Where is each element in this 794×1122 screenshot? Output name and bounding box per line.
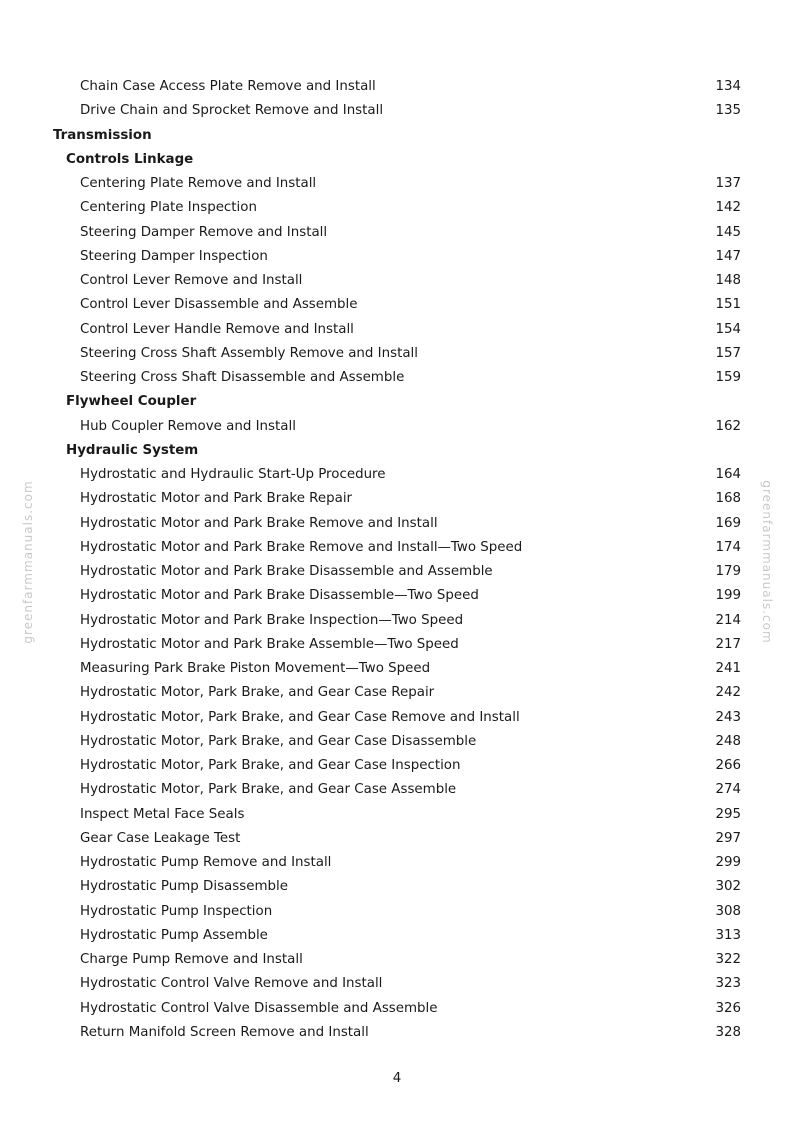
- toc-entry-title: Hydrostatic Control Valve Remove and Install: [80, 976, 383, 992]
- toc-entry-page: 174: [715, 539, 741, 555]
- toc-entry-title: Hydrostatic Motor and Park Brake Assemble—Two Speed: [80, 636, 459, 652]
- toc-entry-page: 297: [715, 830, 741, 846]
- toc-entry[interactable]: [0, 584, 794, 608]
- toc-entry[interactable]: [0, 851, 794, 875]
- toc-entry[interactable]: [0, 342, 794, 366]
- toc-entry-title: Hydrostatic Motor, Park Brake, and Gear Case Repair: [80, 685, 435, 701]
- toc-entry-page: 299: [715, 855, 741, 870]
- toc-entry[interactable]: [0, 754, 794, 778]
- toc-entry-page: 328: [715, 1024, 741, 1040]
- toc-entry[interactable]: [0, 415, 794, 439]
- toc-entry[interactable]: [0, 560, 794, 584]
- toc-entry-title: Steering Cross Shaft Assembly Remove and Install: [80, 345, 418, 361]
- toc-entry-title: Flywheel Coupler: [66, 394, 197, 410]
- toc-entry-title: Hydrostatic Control Valve Disassemble and Assemble: [80, 1000, 438, 1016]
- toc-entry-page: 266: [715, 758, 741, 773]
- toc-entry-title: Steering Damper Remove and Install: [80, 224, 328, 240]
- toc-entry[interactable]: [0, 487, 794, 511]
- toc-entry-page: 274: [715, 782, 741, 798]
- toc-entry-page: 308: [715, 903, 741, 919]
- toc-entry-title: Charge Pump Remove and Install: [80, 952, 303, 967]
- toc-entry-title: Hydrostatic Motor and Park Brake Disassemble and Assemble: [80, 564, 493, 579]
- toc-entry[interactable]: [0, 948, 794, 972]
- toc-entry[interactable]: [0, 681, 794, 705]
- toc-entry[interactable]: [0, 972, 794, 996]
- toc-section-heading: [0, 148, 794, 172]
- toc-entry[interactable]: [0, 827, 794, 851]
- toc-entry-title: Controls Linkage: [66, 151, 194, 167]
- toc-entry-title: Hydrostatic Pump Disassemble: [80, 879, 288, 895]
- toc-entry-page: 147: [715, 248, 741, 264]
- toc-entry-title: Gear Case Leakage Test: [80, 830, 241, 846]
- toc-entry[interactable]: [0, 318, 794, 342]
- toc-entry[interactable]: [0, 196, 794, 220]
- toc-entry-page: 241: [715, 661, 741, 676]
- toc-entry-title: Drive Chain and Sprocket Remove and Install: [80, 103, 384, 119]
- toc-entry-page: 242: [715, 685, 741, 701]
- watermark-left: greenfarmmanuals.com: [21, 480, 35, 644]
- toc-section-heading: [0, 439, 794, 463]
- toc-entry-page: 169: [715, 515, 741, 531]
- toc-entry-title: Steering Damper Inspection: [80, 248, 268, 264]
- toc-entry-title: Chain Case Access Plate Remove and Install: [80, 79, 376, 94]
- toc-entry-page: 313: [715, 927, 741, 943]
- toc-entry-page: 326: [715, 1000, 741, 1016]
- toc-entry-title: Centering Plate Remove and Install: [80, 176, 317, 191]
- toc-entry-title: Hydrostatic Motor, Park Brake, and Gear Case Disassemble: [80, 733, 477, 749]
- toc-entry-title: Transmission: [53, 127, 152, 143]
- toc-entry-title: Measuring Park Brake Piston Movement—Two Speed: [80, 661, 431, 676]
- toc-entry-page: 214: [715, 612, 741, 628]
- toc-entry-page: 137: [715, 176, 741, 191]
- toc-entry-title: Hydrostatic and Hydraulic Start-Up Procedure: [80, 467, 386, 482]
- toc-entry[interactable]: [0, 512, 794, 536]
- toc-entry-title: Hydrostatic Motor and Park Brake Remove and Install: [80, 515, 438, 531]
- toc-entry-page: 154: [715, 321, 741, 337]
- toc-entry-page: 135: [715, 103, 741, 119]
- toc-section-heading: [0, 390, 794, 414]
- toc-entry-page: 243: [715, 709, 741, 725]
- toc-entry[interactable]: [0, 1021, 794, 1045]
- toc-entry[interactable]: [0, 730, 794, 754]
- toc-entry-title: Hydrostatic Motor, Park Brake, and Gear Case Inspection: [80, 758, 461, 773]
- toc-entry-page: 162: [715, 418, 741, 434]
- toc-entry-page: 148: [715, 273, 741, 288]
- toc-entry[interactable]: [0, 706, 794, 730]
- toc-entry-title: Hydrostatic Motor and Park Brake Disassemble—Two Speed: [80, 588, 479, 604]
- toc-entry[interactable]: [0, 778, 794, 802]
- toc-entry[interactable]: [0, 609, 794, 633]
- toc-entry-title: Control Lever Disassemble and Assemble: [80, 297, 358, 313]
- toc-entry-page: 164: [715, 467, 741, 482]
- toc-entry-page: 295: [715, 806, 741, 822]
- toc-entry[interactable]: [0, 293, 794, 317]
- toc-entry-page: 151: [715, 297, 741, 313]
- toc-entry-page: 323: [715, 976, 741, 992]
- toc-entry-title: Hydraulic System: [66, 442, 199, 458]
- page-number: 4: [392, 1071, 402, 1086]
- toc-entry-title: Centering Plate Inspection: [80, 200, 257, 216]
- toc-entry-page: 248: [715, 733, 741, 749]
- toc-entry-title: Inspect Metal Face Seals: [80, 806, 245, 822]
- toc-entry[interactable]: [0, 803, 794, 827]
- toc-entry-page: 142: [715, 200, 741, 216]
- toc-entry-title: Hydrostatic Motor and Park Brake Remove and Install—Two Speed: [80, 539, 523, 555]
- toc-entry-page: 199: [715, 588, 741, 604]
- toc-entry-title: Hydrostatic Pump Inspection: [80, 903, 273, 919]
- toc-section-heading: [0, 124, 794, 148]
- toc-entry[interactable]: [0, 99, 794, 123]
- toc-entry[interactable]: [0, 172, 794, 196]
- toc-entry[interactable]: [0, 657, 794, 681]
- toc-entry-page: 168: [715, 491, 741, 507]
- toc-entry-page: 145: [715, 224, 741, 240]
- toc-entry-page: 134: [715, 79, 741, 94]
- toc-entry[interactable]: [0, 536, 794, 560]
- toc-entry[interactable]: [0, 75, 794, 99]
- toc-entry[interactable]: [0, 366, 794, 390]
- toc-entry[interactable]: [0, 900, 794, 924]
- toc-entry[interactable]: [0, 633, 794, 657]
- toc-entry-title: Hydrostatic Pump Assemble: [80, 927, 268, 943]
- toc-entry-page: 322: [715, 952, 741, 967]
- toc-entry-page: 302: [715, 879, 741, 895]
- toc-entry-page: 157: [715, 345, 741, 361]
- toc-entry-page: 179: [715, 564, 741, 579]
- toc-entry-title: Return Manifold Screen Remove and Install: [80, 1024, 369, 1040]
- toc-entry-title: Hydrostatic Motor and Park Brake Repair: [80, 491, 353, 507]
- toc-entry-page: 159: [715, 370, 741, 385]
- toc-entry[interactable]: [0, 463, 794, 487]
- toc-entry[interactable]: [0, 997, 794, 1021]
- toc-entry[interactable]: [0, 924, 794, 948]
- toc-entry[interactable]: [0, 245, 794, 269]
- toc-entry-title: Hydrostatic Motor, Park Brake, and Gear Case Remove and Install: [80, 709, 520, 725]
- toc-entry-title: Steering Cross Shaft Disassemble and Assemble: [80, 370, 405, 385]
- toc-entry-title: Control Lever Handle Remove and Install: [80, 321, 354, 337]
- watermark-right: greenfarmmanuals.com: [760, 480, 774, 644]
- toc-entry-title: Hub Coupler Remove and Install: [80, 418, 296, 434]
- toc-entry-title: Hydrostatic Motor, Park Brake, and Gear Case Assemble: [80, 782, 457, 798]
- toc-entry-title: Control Lever Remove and Install: [80, 273, 303, 288]
- toc-entry-page: 217: [715, 636, 741, 652]
- toc-entry[interactable]: [0, 221, 794, 245]
- table-of-contents: [0, 75, 794, 1045]
- toc-entry-title: Hydrostatic Pump Remove and Install: [80, 855, 332, 870]
- toc-entry[interactable]: [0, 269, 794, 293]
- toc-entry[interactable]: [0, 875, 794, 899]
- toc-entry-title: Hydrostatic Motor and Park Brake Inspection—Two Speed: [80, 612, 464, 628]
